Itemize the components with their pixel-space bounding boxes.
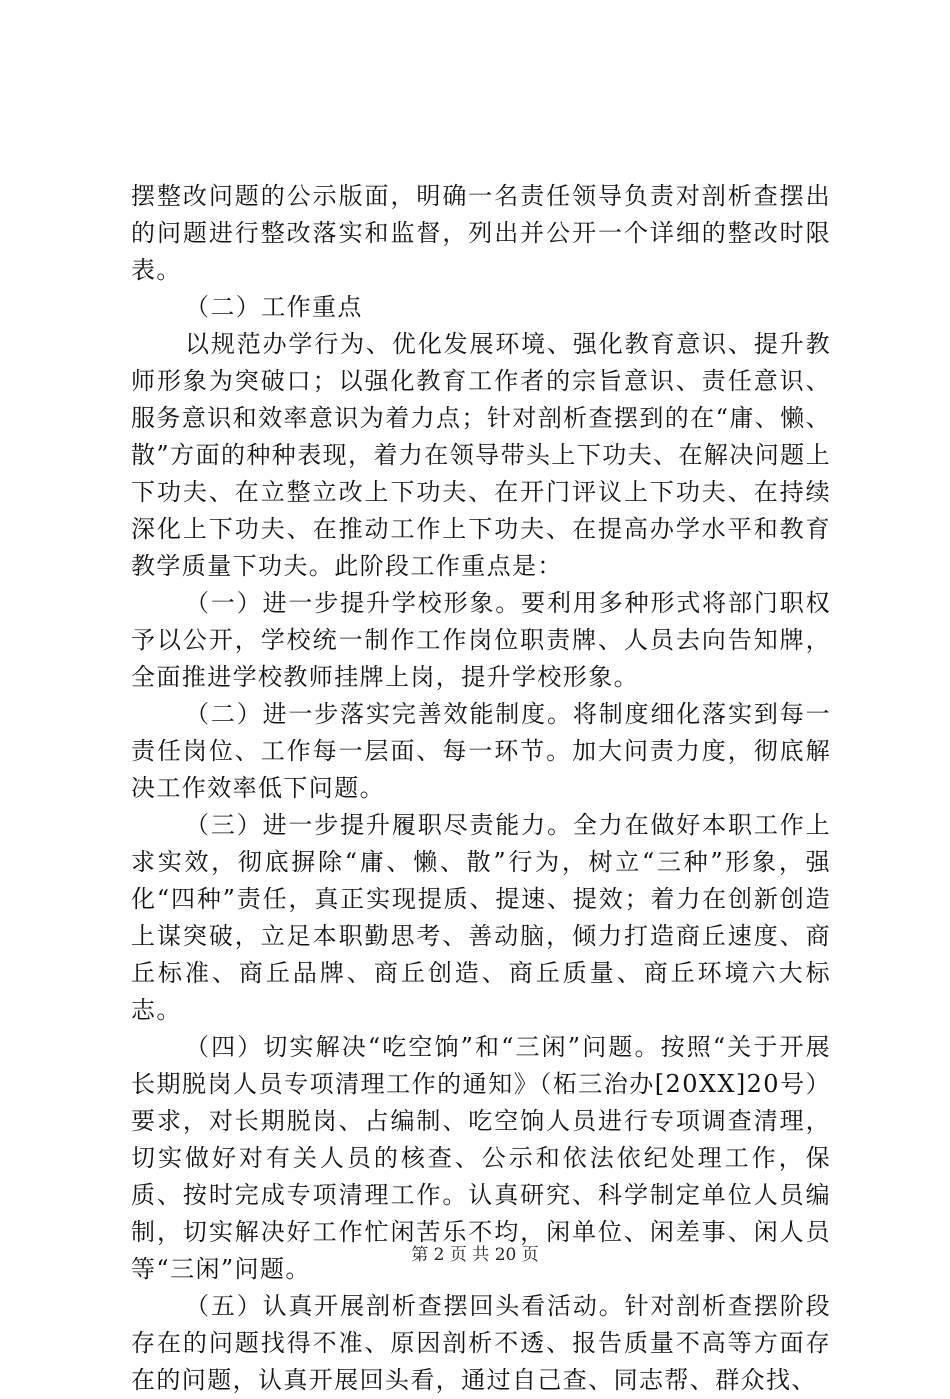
paragraph-work-focus: 以规范办学行为、优化发展环境、强化教育意识、提升教师形象为突破口；以强化教育工作者的宗旨意识、责任意识、服务意识和效率意识为着力点；针对剖析查摆到的在“庸、懒、散”方面的种种表现，着力在领导带头上下功夫、在解决问题上下功夫、在立整立改上下功夫、在开门评议上下功夫、在持续深化上下功夫、在推动工作上下功夫、在提高办学水平和教育教学质量下功夫。此阶段工作重点是：	[131, 330, 831, 580]
paragraph-item-3: （三）进一步提升履职尽责能力。全力在做好本职工作上求实效，彻底摒除“庸、懒、散”行为，树立“三种”形象，强化“四种”责任，真正实现提质、提速、提效；着力在创新创造上谋突破，立足本职勤思考、善动脑，倾力打造商丘速度、商丘标准、商丘品牌、商丘创造、商丘质量、商丘环境六大标志。	[131, 811, 831, 1024]
paragraph-item-2: （二）进一步落实完善效能制度。将制度细化落实到每一责任岗位、工作每一层面、每一环节。加大问责力度，彻底解决工作效率低下问题。	[131, 700, 831, 802]
section-heading-work-focus: （二）工作重点	[185, 293, 363, 321]
paragraph-item-4: （四）切实解决“吃空饷”和“三闲”问题。按照“关于开展长期脱岗人员专项清理工作的通知》（柘三治办[20XX]20号）要求，对长期脱岗、占编制、吃空饷人员进行专项调查清理，切实做好对有关人员的核查、公示和依法依纪处理工作，保质、按时完成专项清理工作。认真研究、科学制定单位人员编制，切实解决好工作忙闲苦乐不均，闲单位、闲差事、闲人员等“三闲”问题。	[131, 1033, 831, 1283]
paragraph-item-5: （五）认真开展剖析查摆回头看活动。针对剖析查摆阶段存在的问题找得不准、原因剖析不透、报告质量不高等方面存在的问题，认真开展回头看，通过自己查、同志帮、群众找、	[131, 1292, 831, 1394]
paragraph-continuation: 摆整改问题的公示版面，明确一名责任领导负责对剖析查摆出的问题进行整改落实和监督，列出并公开一个详细的整改时限表。	[131, 182, 831, 284]
document-body	[131, 178, 831, 1399]
page-number-footer: 第 2 页 共 20 页	[411, 1245, 539, 1265]
paragraph-item-1: （一）进一步提升学校形象。要利用多种形式将部门职权予以公开，学校统一制作工作岗位职责牌、人员去向告知牌，全面推进学校教师挂牌上岗，提升学校形象。	[131, 589, 831, 691]
